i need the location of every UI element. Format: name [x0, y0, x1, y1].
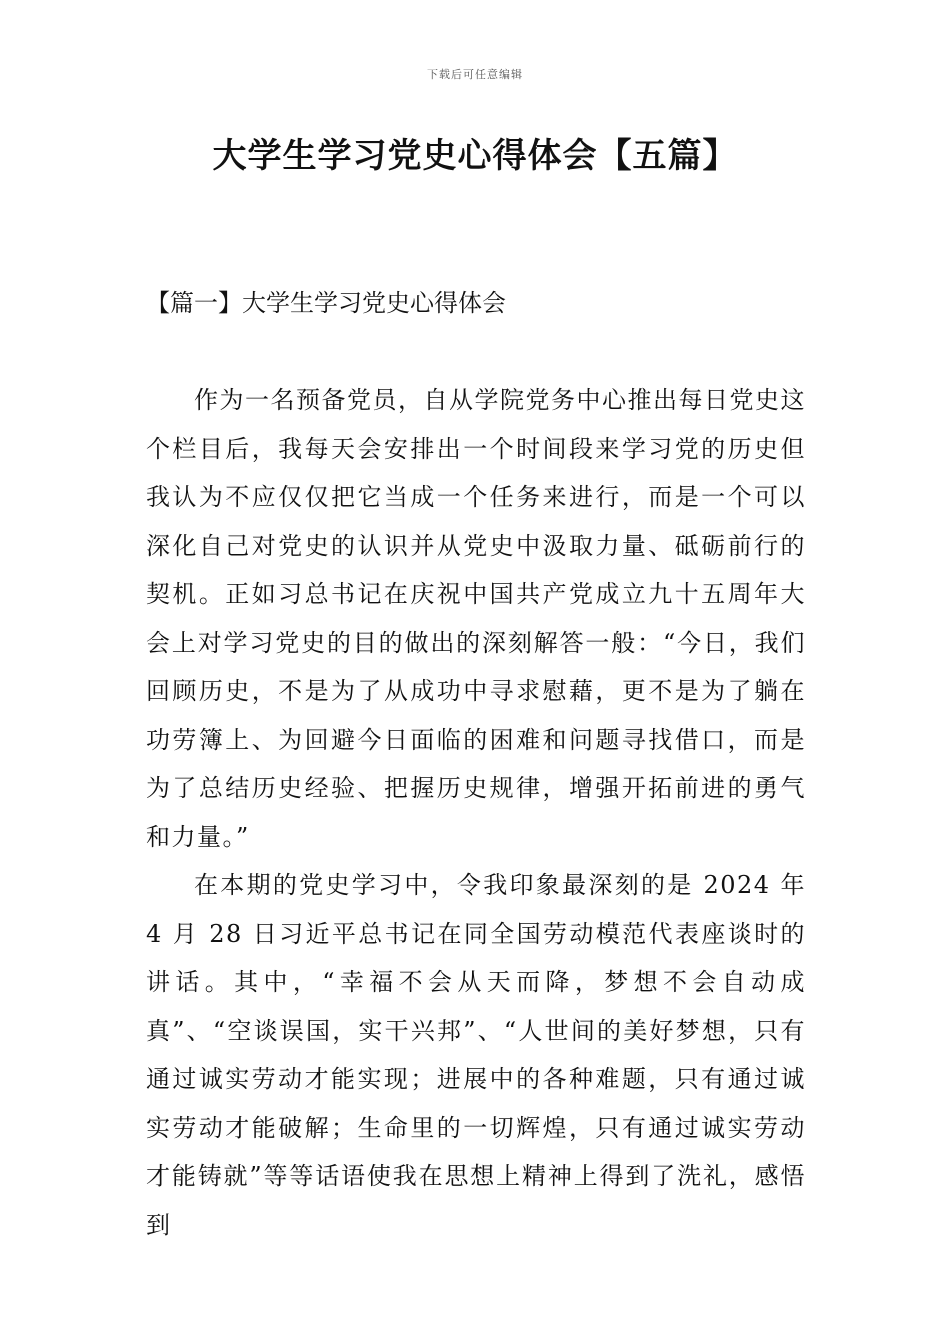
- paragraph: 作为一名预备党员，自从学院党务中心推出每日党史这个栏目后，我每天会安排出一个时间段来学习党的历史但我认为不应仅仅把它当成一个任务来进行，而是一个可以深化自己对党史的认识并从党史中汲取力量、砥砺前行的契机。正如习总书记在庆祝中国共产党成立九十五周年大会上对学习党史的目的做出的深刻解答一般：“今日，我们回顾历史，不是为了从成功中寻求慰藉，更不是为了躺在功劳簿上、为回避今日面临的困难和问题寻找借口，而是为了总结历史经验、把握历史规律，增强开拓前进的勇气和力量。”: [146, 386, 806, 851]
- document-title: 大学生学习党史心得体会【五篇】: [212, 136, 738, 176]
- header-note: 下载后可任意编辑: [427, 68, 523, 81]
- body-text: [146, 376, 806, 1249]
- section-heading: 【篇一】大学生学习党史心得体会: [146, 289, 506, 317]
- paragraph: 在本期的党史学习中，令我印象最深刻的是 2024 年 4 月 28 日习近平总书记在同全国劳动模范代表座谈时的讲话。其中，“幸福不会从天而降，梦想不会自动成真”、“空谈误国，实干兴邦”、“人世间的美好梦想，只有通过诚实劳动才能实现；进展中的各种难题，只有通过诚实劳动才能破解；生命里的一切辉煌，只有通过诚实劳动才能铸就”等等话语使我在思想上精神上得到了洗礼，感悟到: [146, 871, 806, 1239]
